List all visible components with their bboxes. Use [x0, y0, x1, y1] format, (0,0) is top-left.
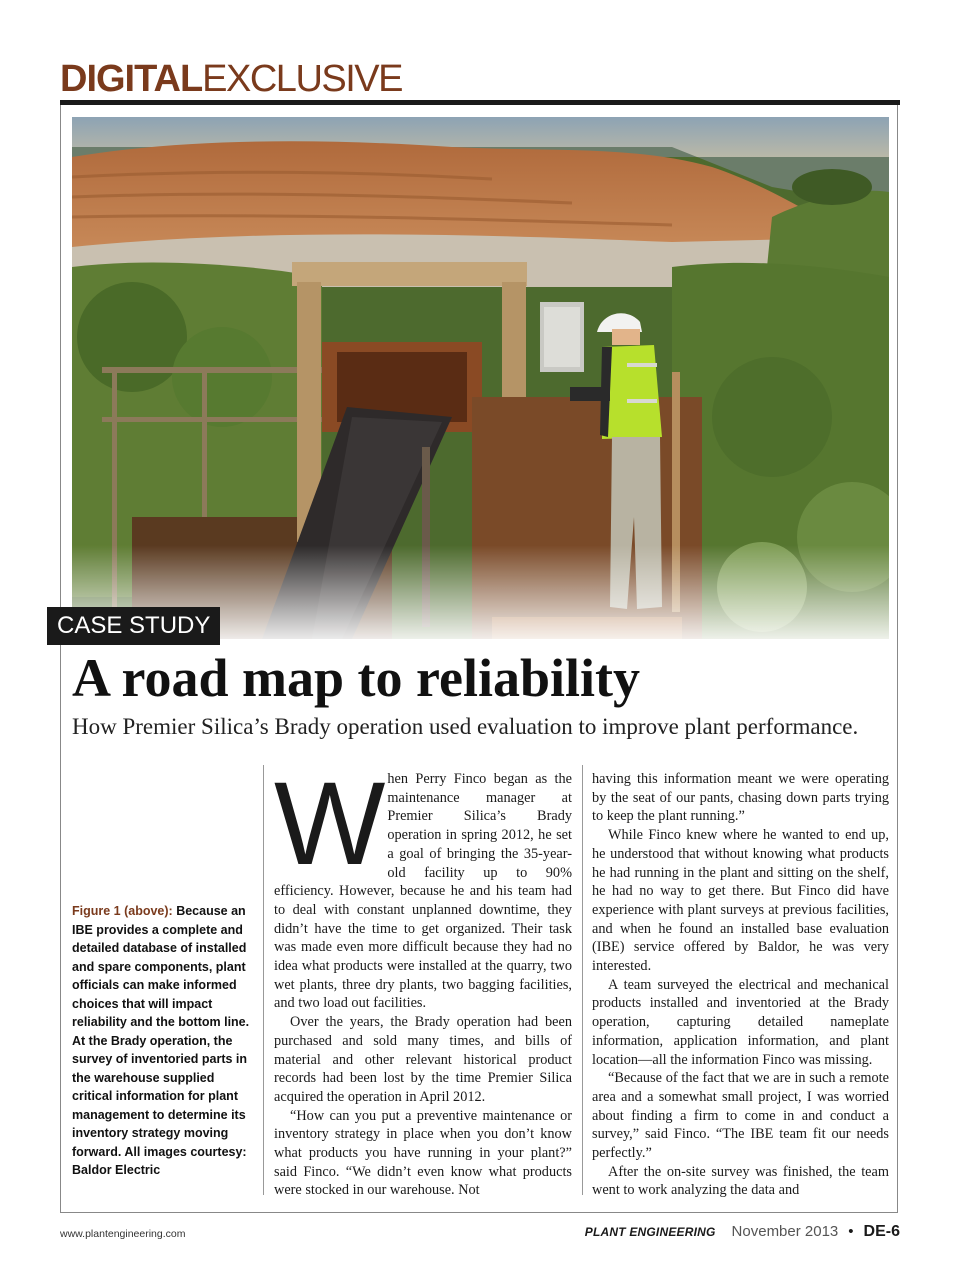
footer-bullet: • [848, 1223, 854, 1240]
footer-url: www.plantengineering.com [60, 1228, 186, 1240]
issue-date: November 2013 [731, 1223, 839, 1240]
publication-name: PLANT ENGINEERING [584, 1225, 716, 1239]
paragraph [274, 758, 572, 1013]
caption-lead: Figure 1 (above): [72, 904, 173, 918]
footer-info [585, 1223, 900, 1241]
column-divider-left [263, 765, 264, 1195]
header-bold-text: DIGITAL [60, 58, 203, 100]
body-column-2 [592, 770, 889, 1200]
paragraph: “Because of the fact that we are in such a remote area and a somewhat small project, I was worried about finding a firm to come in and conduct a survey,” said Finco. “The IBE team fit our needs perfectly.” [592, 1070, 889, 1162]
figure-caption [72, 902, 254, 1180]
paragraph: After the on-site survey was finished, the team went to work analyzing the data and [592, 1163, 889, 1199]
column-divider-right [582, 765, 583, 1195]
paragraph: having this information meant we were operating by the seat of our pants, chasing down parts trying to keep the plant running.” [592, 771, 889, 825]
page-number: DE-6 [863, 1223, 900, 1240]
section-header [60, 56, 402, 98]
paragraph: While Finco knew where he wanted to end up, he understood that without knowing what products he had running in the plant and sitting on the shelf, he had no way to get there. But Finco did have experience with plant surveys at previous facilities, and when he found an installed base evaluation (IBE) service offered by Baldor, he was very interested. [592, 827, 889, 975]
paragraph-text: hen Perry Finco began as the maintenance manager at Premier Silica’s Brady operation in spring 2012, he set a goal of bringing the 35-year-old facility up to 90% efficiency. However, because he and his team had to deal with constant unplanned downtime, they didn’t have the time to get organized. Their task was made even more difficult because they had no idea what products were installed at the quarry, two wet plants, three dry plants, two bagging facilities, and two load out facilities. [274, 771, 572, 1012]
drop-cap: W [274, 758, 380, 890]
case-study-label: CASE STUDY [47, 607, 220, 645]
paragraph: A team surveyed the electrical and mechanical products installed and inventoried at the Brady operation, capturing detailed nameplate information, application information, and plant location—all the information Finco was missing. [592, 976, 889, 1068]
header-light-text: EXCLUSIVE [202, 58, 402, 100]
caption-text: Because an IBE provides a complete and detailed database of installed and spare components, plant officials can make informed choices that will impact reliability and the bottom line. At the Brady operation, the survey of inventoried parts in the warehouse supplied critical information for plant management to determine its inventory strategy moving forward. All images courtesy: Baldor Electric [72, 904, 250, 1177]
feature-photo [72, 117, 889, 639]
body-column-1 [274, 758, 572, 1200]
article-title: A road map to reliability [72, 648, 641, 708]
paragraph: “How can you put a preventive maintenance or inventory strategy in place when you don’t know what products you have running in your plant?” said Finco. “We didn’t even know what products were stocked in our warehouse. Not [274, 1107, 572, 1199]
paragraph: Over the years, the Brady operation had been purchased and sold many times, and bills of material and other relevant historical product records had been lost by the time Premier Silica acquired the operation in April 2012. [274, 1014, 572, 1105]
article-subtitle: How Premier Silica’s Brady operation used evaluation to improve plant performance. [72, 714, 859, 739]
